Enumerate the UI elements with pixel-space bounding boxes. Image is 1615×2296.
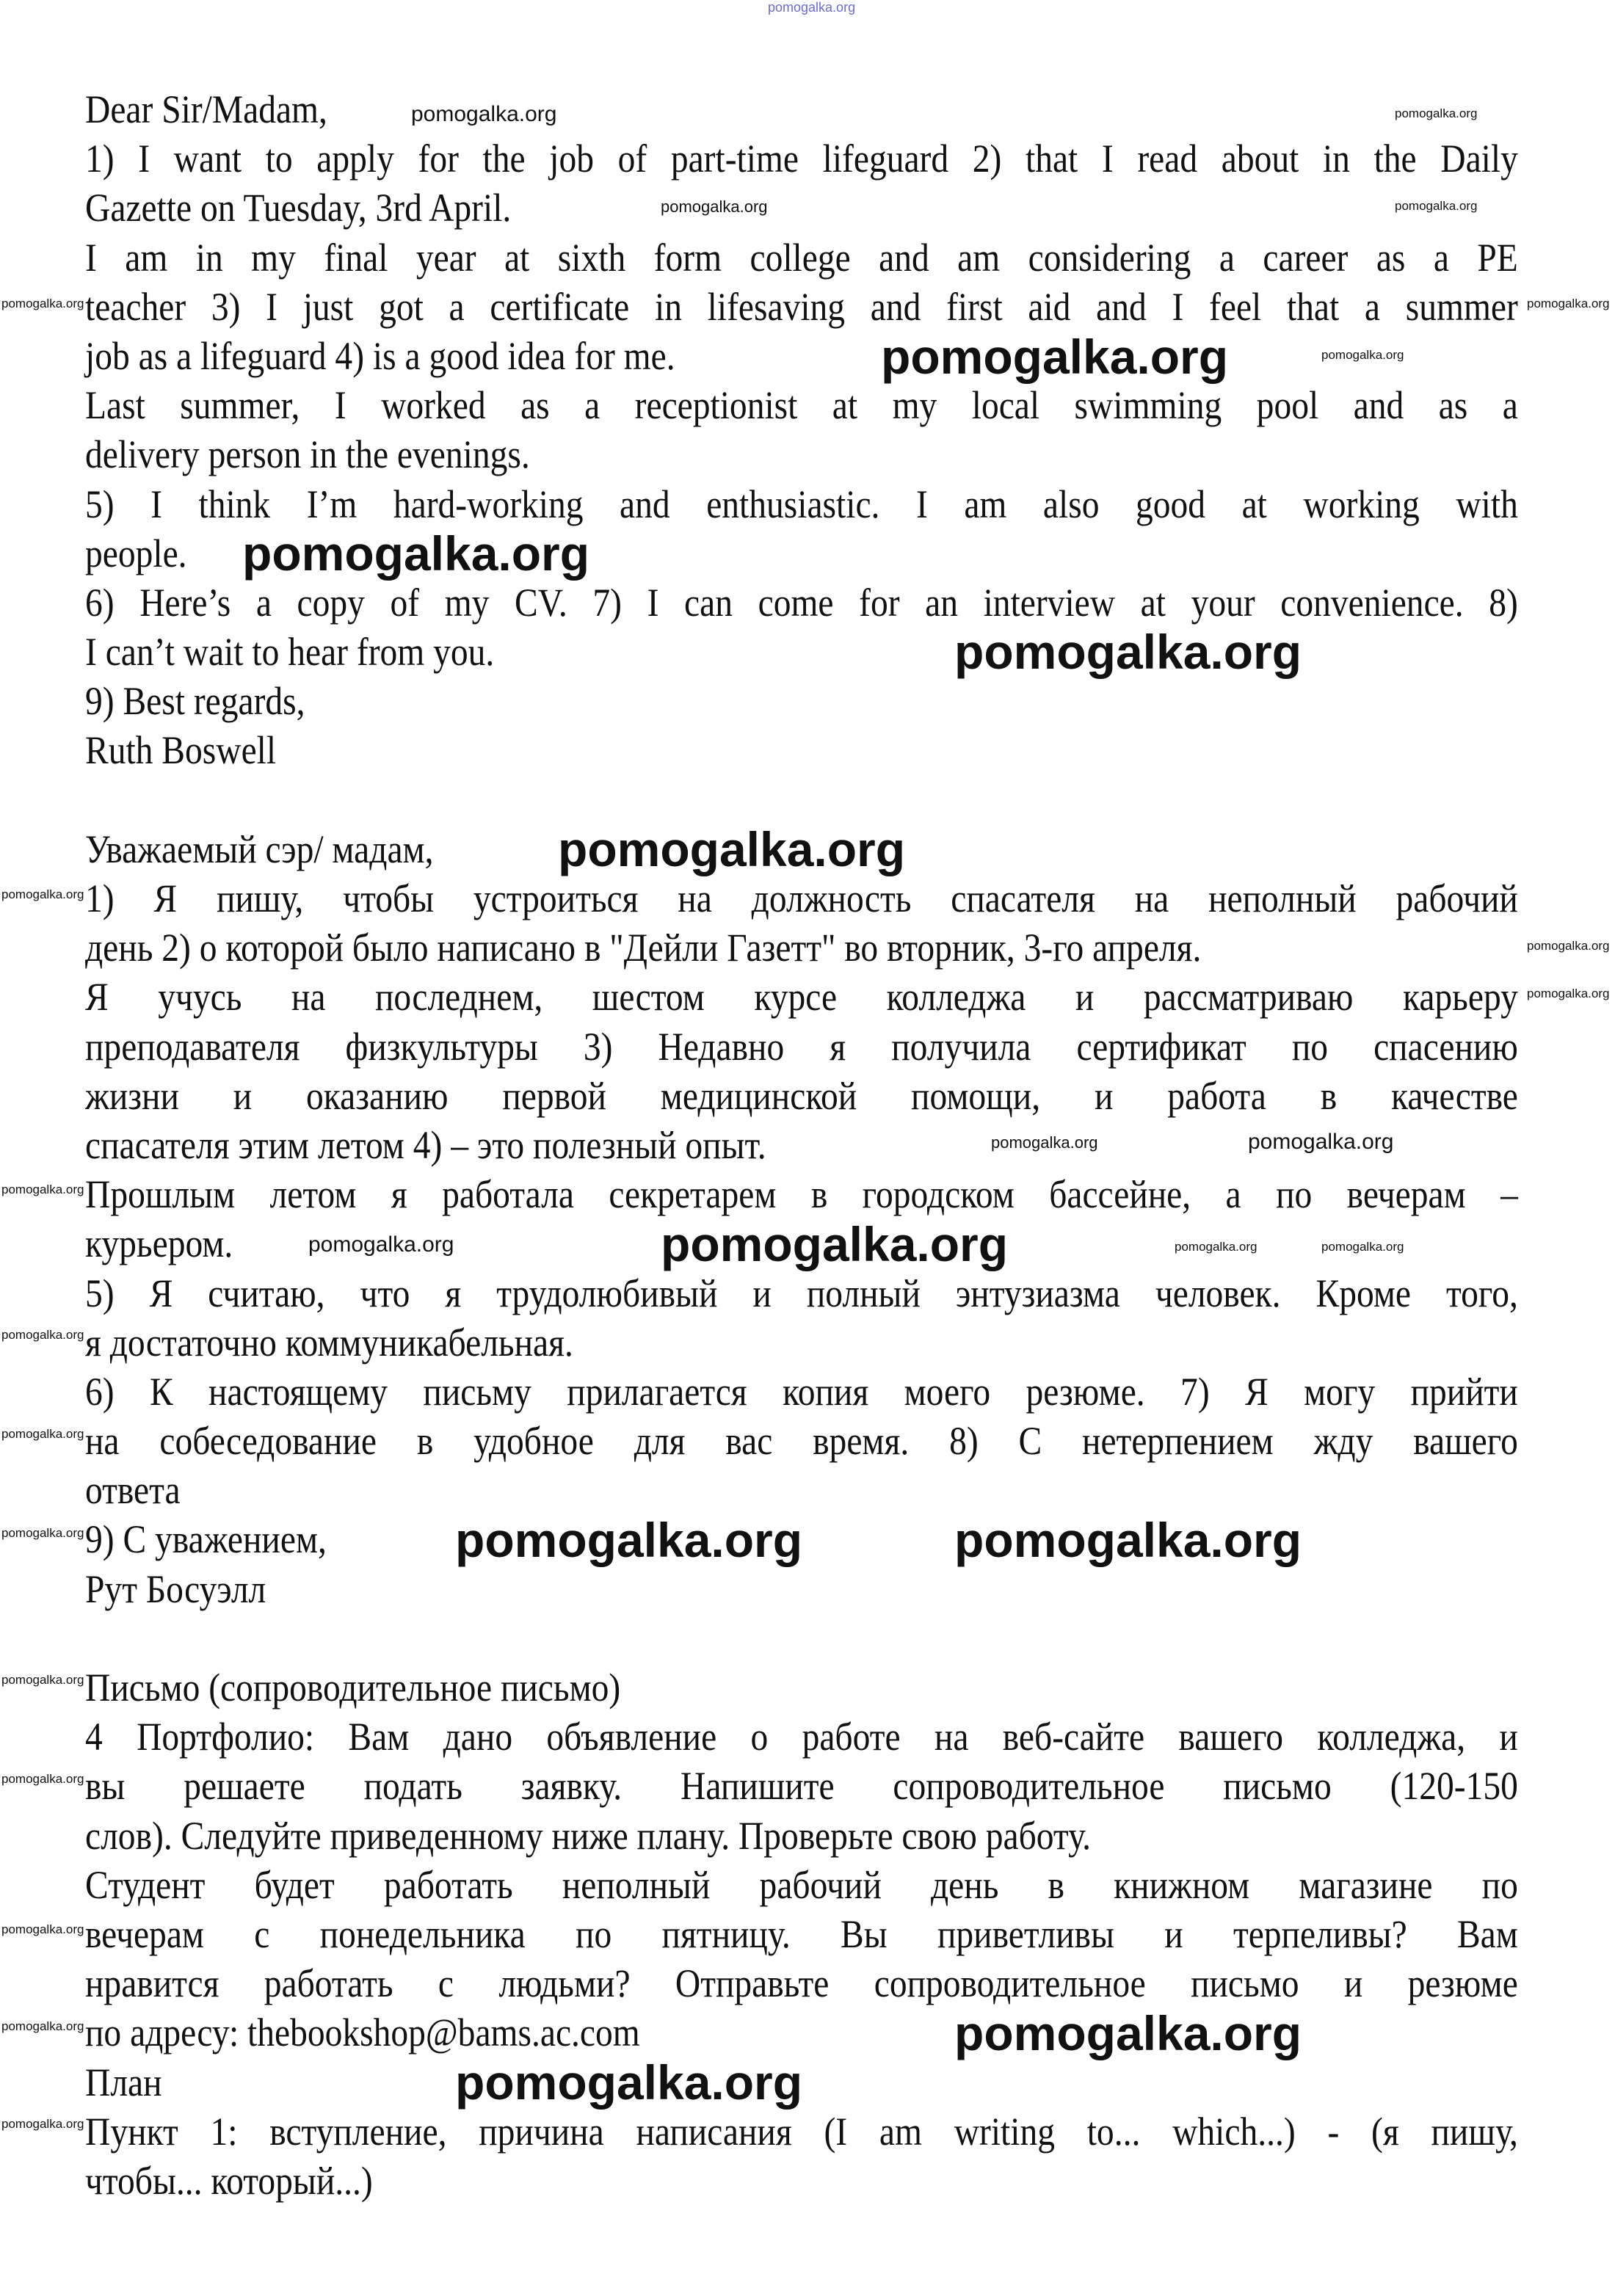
text-line: курьером. <box>85 1221 233 1266</box>
text-line: I am in my final year at sixth form college and am considering a career as a PE <box>85 235 1518 280</box>
watermark: pomogalka.org <box>1395 199 1478 213</box>
english-letter <box>85 85 1518 776</box>
text-line: Письмо (сопроводительное письмо) <box>85 1665 621 1710</box>
text-line: job as a lifeguard 4) is a good idea for me. <box>85 333 675 378</box>
watermark: pomogalka.org <box>242 526 590 581</box>
watermark: pomogalka.org <box>1527 987 1610 1000</box>
spacer <box>85 776 1518 825</box>
text-line: Я учусь на последнем, шестом курсе колледжа и рассматриваю карьеру <box>85 975 1518 1020</box>
watermark: pomogalka.org <box>1 297 84 310</box>
watermark: pomogalka.org <box>1 1182 84 1196</box>
watermark: pomogalka.org <box>1 1772 84 1786</box>
watermark: pomogalka.org <box>411 102 557 126</box>
watermark: pomogalka.org <box>1248 1130 1394 1154</box>
watermark: pomogalka.org <box>991 1133 1098 1152</box>
watermark: pomogalka.org <box>1321 348 1404 362</box>
text-line: преподавателя физкультуры 3) Недавно я получила сертификат по спасению <box>85 1024 1518 1069</box>
watermark: pomogalka.org <box>1 1922 84 1936</box>
text-line: день 2) о которой было написано в "Дейли Газетт" во вторник, 3-го апреля. <box>85 926 1202 970</box>
text-line: я достаточно коммуникабельная. <box>85 1320 573 1365</box>
text-line: Рут Босуэлл <box>85 1566 266 1611</box>
spacer <box>85 1614 1518 1663</box>
text-line: чтобы... который...) <box>85 2158 373 2203</box>
text-line: 5) Я считаю, что я трудолюбивый и полный энтузиазма человек. Кроме того, <box>85 1271 1518 1315</box>
text-line: I can’t wait to hear from you. <box>85 630 495 675</box>
watermark: pomogalka.org <box>1 2117 84 2131</box>
watermark: pomogalka.org <box>1 1427 84 1441</box>
watermark: pomogalka.org <box>1527 939 1610 953</box>
text-line: delivery person in the evenings. <box>85 432 530 477</box>
watermark: pomogalka.org <box>558 822 906 876</box>
text-line: teacher 3) I just got a certificate in lifesaving and first aid and I feel that a summer <box>85 284 1518 329</box>
text-line: вы решаете подать заявку. Напишите сопроводительное письмо (120-150 <box>85 1764 1518 1809</box>
watermark: pomogalka.org <box>455 2055 803 2110</box>
watermark: pomogalka.org <box>661 1217 1009 1271</box>
text-line: ответа <box>85 1468 181 1513</box>
text-line: Last summer, I worked as a receptionist at my local swimming pool and as a <box>85 383 1518 428</box>
text-line: people. <box>85 531 187 575</box>
text-line: нравится работать с людьми? Отправьте сопроводительное письмо и резюме <box>85 1961 1518 2006</box>
text-line: спасателя этим летом 4) – это полезный опыт. <box>85 1122 766 1167</box>
watermark: pomogalka.org <box>881 330 1229 384</box>
text-line: слов). Следуйте приведенному ниже плану. Проверьте свою работу. <box>85 1813 1091 1858</box>
watermark: pomogalka.org <box>1 1526 84 1540</box>
watermark: pomogalka.org <box>954 625 1302 679</box>
text-line: Пункт 1: вступление, причина написания (I am writing to... which...) - (я пишу, <box>85 2109 1518 2154</box>
text-line: на собеседование в удобное для вас время. 8) С нетерпением жду вашего <box>85 1419 1518 1464</box>
text-line: 1) I want to apply for the job of part-time lifeguard 2) that I read about in the Daily <box>85 137 1518 181</box>
task-description <box>85 1663 1518 2206</box>
watermark: pomogalka.org <box>1395 106 1478 120</box>
text-line: по адресу: thebookshop@bams.ac.com <box>85 2010 640 2055</box>
watermark: pomogalka.org <box>1175 1240 1257 1254</box>
watermark: pomogalka.org <box>1 887 84 901</box>
text-line: 4 Портфолио: Вам дано объявление о работе на веб-сайте вашего колледжа, и <box>85 1715 1518 1759</box>
watermark: pomogalka.org <box>1321 1240 1404 1254</box>
text-line: вечерам с понедельника по пятницу. Вы приветливы и терпеливы? Вам <box>85 1911 1518 1956</box>
watermark: pomogalka.org <box>954 2006 1302 2060</box>
watermark: pomogalka.org <box>1 1673 84 1687</box>
text-line: Dear Sir/Madam, <box>85 87 327 131</box>
watermark: pomogalka.org <box>661 197 768 216</box>
text-line: 5) I think I’m hard-working and enthusiastic. I am also good at working with <box>85 482 1518 526</box>
text-line: Gazette on Tuesday, 3rd April. <box>85 186 512 230</box>
text-line: План <box>85 2060 162 2104</box>
text-line: жизни и оказанию первой медицинской помощи, и работа в качестве <box>85 1073 1518 1118</box>
text-line: Прошлым летом я работала секретарем в городском бассейне, а по вечерам – <box>85 1172 1518 1217</box>
text-line: Ruth Boswell <box>85 728 277 773</box>
watermark: pomogalka.org <box>1 1328 84 1342</box>
text-line: Уважаемый сэр/ мадам, <box>85 827 434 871</box>
text-line: 1) Я пишу, чтобы устроиться на должность спасателя на неполный рабочий <box>85 876 1518 920</box>
text-line: 9) С уважением, <box>85 1517 327 1562</box>
watermark: pomogalka.org <box>1 2019 84 2033</box>
text-line: 6) К настоящему письму прилагается копия моего резюме. 7) Я могу прийти <box>85 1369 1518 1414</box>
watermark: pomogalka.org <box>455 1513 803 1567</box>
watermark: pomogalka.org <box>1527 297 1610 310</box>
text-line: Студент будет работать неполный рабочий день в книжном магазине по <box>85 1862 1518 1907</box>
watermark: pomogalka.org <box>768 0 856 15</box>
text-line: 9) Best regards, <box>85 679 305 724</box>
text-line: 6) Here’s a copy of my CV. 7) I can come for an interview at your convenience. 8) <box>85 580 1518 625</box>
watermark: pomogalka.org <box>954 1513 1302 1567</box>
watermark: pomogalka.org <box>308 1232 454 1257</box>
